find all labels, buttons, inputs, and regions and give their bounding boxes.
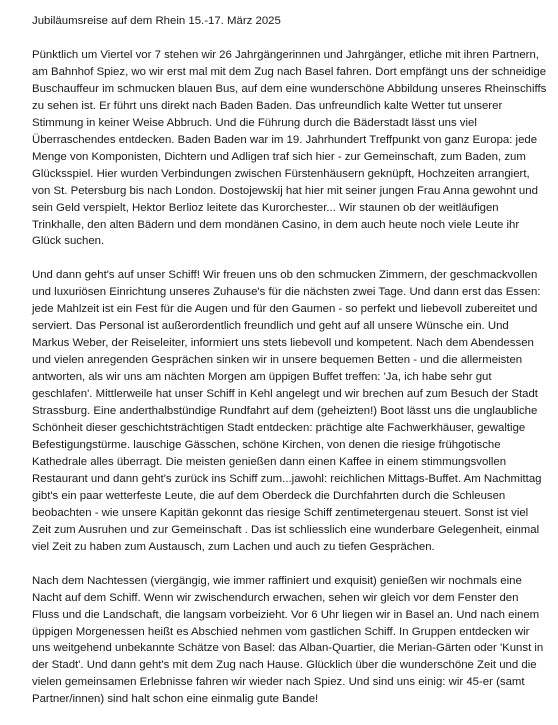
document-title: Jubiläumsreise auf dem Rhein 15.-17. März 2025	[32, 15, 281, 27]
paragraph-ship-strassburg: Und dann geht's auf unser Schiff! Wir freuen uns ob den schmucken Zimmern, der geschmackvollen und luxuriösen Einrichtung unseres Zuhause's für die nächsten zwei Tage. Und dann erst das Essen: jede Mahlzeit ist ein Fest für die Augen und für den Gaumen - so perfekt und liebevoll zubereitet und serviert. Das Personal ist außerordentlich freundlich und geht auf all unsere Wünsche ein. Und Markus Weber, der Reiseleiter, informiert uns stets liebevoll und kompetent. Nach dem Abendessen und vielen anregenden Gesprächen sinken wir in unsere bequemen Betten - und die allermeisten antworten, als wir uns am nächten Morgen am üppigen Buffet treffen: 'Ja, ich habe sehr gut geschlafen'. Mittlerweile hat unser Schiff in Kehl angelegt und wir brechen auf zum Besuch der Stadt Strassburg. Eine anderthalbstündige Rundfahrt auf dem (geheizten!) Boot lässt uns die unglaubliche Schönheit dieser geschichtsträchtigen Stadt entdecken: prächtige alte Fachwerkhäuser, gewaltige Befestigungstürme. lauschige Gässchen, schöne Kirchen, von denen die riesige frühgotische Kathedrale alles überragt. Die meisten genießen dann einen Kaffee in einem stimmungsvollen Restaurant und dann geht's zurück ins Schiff zum...jawohl: reichlichen Mittags-Buffet. Am Nachmittag gibt's ein paar wetterfeste Leute, die auf dem Oberdeck die Durchfahrten durch die Schleusen beobachten - wie unsere Kapitän gekonnt das riesige Schiff zentimetergenau steuert. Sonst ist viel Zeit zum Ausruhen und zur Gemeinschaft . Das ist schliesslich eine wunderbare Gelegenheit, einmal viel Zeit zu haben zum Austausch, zum Lachen und auch zu tiefen Gesprächen.	[32, 269, 542, 553]
paragraph-arrival-baden-baden: Pünktlich um Viertel vor 7 stehen wir 26 Jahrgängerinnen und Jahrgänger, etliche mit ihren Partnern, am Bahnhof Spiez, wo wir erst mal mit dem Zug nach Basel fahren. Dort empfängt uns der schneidige Buschauffeur im schmucken blauen Bus, auf dem eine wunderschöne Abbildung unseres Rheinschiffs zu sehen ist. Er führt uns direkt nach Baden Baden. Das unfreundlich kalte Wetter tut unserer Stimmung in keiner Weise Abbruch. Und die Führung durch die Bäderstadt lässt uns viel Überraschendes entdecken. Baden Baden war im 19. Jahrhundert Treffpunkt von ganz Europa: jede Menge von Komponisten, Dichtern und Adligen traf sich hier - zur Gemeinschaft, zum Baden, zum Glücksspiel. Hier wurden Verbindungen zwischen Fürstenhäusern geknüpft, Hochzeiten arrangiert, von St. Petersburg bis nach London. Dostojewskij hat hier mit seiner jungen Frau Anna gewohnt und sein Geld verspielt, Hektor Berlioz leitete das Kurorchester... Wir staunen ob der weitläufigen Trinkhalle, den alten Bädern und dem mondänen Casino, in dem auch heute noch viele Leute ihr Glück suchen.	[32, 49, 547, 248]
document-page	[32, 14, 548, 725]
paragraph-basel-return: Nach dem Nachtessen (viergängig, wie immer raffiniert und exquisit) genießen wir nochmals eine Nacht auf dem Schiff. Wenn wir zwischendurch erwachen, sehen wir gleich vor dem Fenster den Fluss und die Landschaft, die langsam vorbeizieht. Vor 6 Uhr liegen wir in Basel an. Und nach einem üppigen Morgenessen heißt es Abschied nehmen vom gastlichen Schiff. In Gruppen entdecken wir uns weitgehend unbekannte Schätze von Basel: das Alban-Quartier, die Merian-Gärten oder 'Kunst in der Stadt'. Und dann geht's mit dem Zug nach Hause. Glücklich über die wunderschöne Zeit und die vielen gemeinsamen Erlebnisse fahren wir wieder nach Spiez. Und sind uns einig: wir 45-er (samt Partner/innen) sind halt schon eine einmalig gute Bande!	[32, 574, 544, 706]
